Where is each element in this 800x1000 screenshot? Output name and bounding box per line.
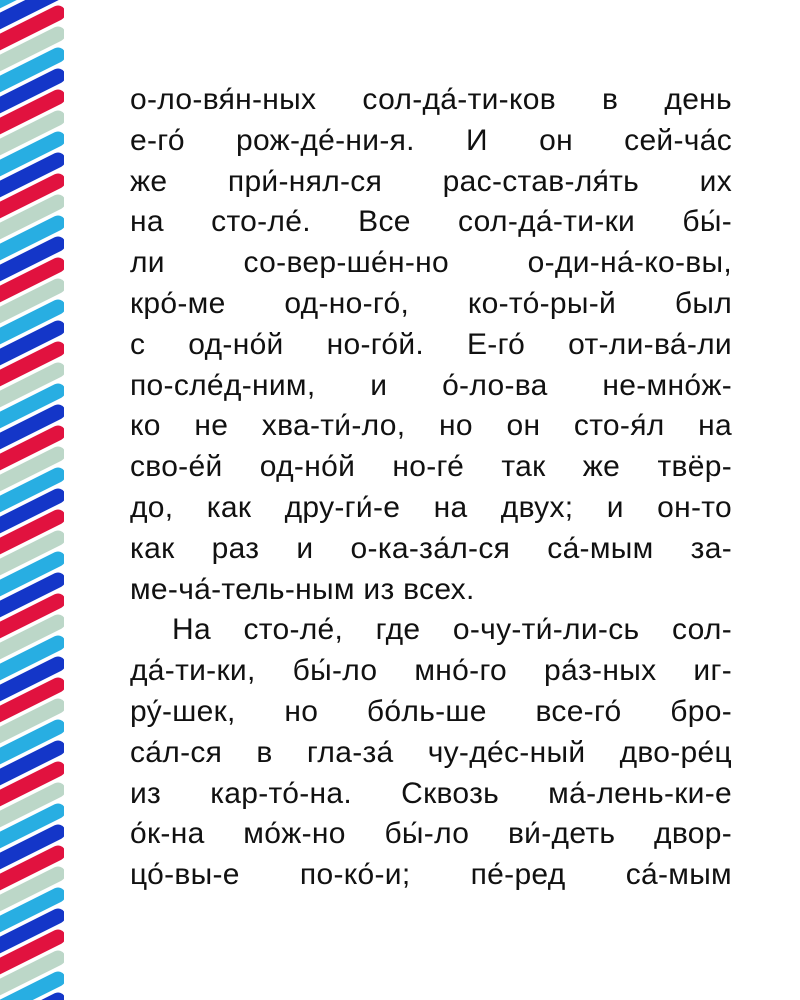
text-line: по-сле́д-ним, и о́-ло-ва не-мно́ж- bbox=[130, 368, 732, 402]
text-line: ме-ча́-тель-ным из всех. bbox=[130, 572, 475, 606]
text-line: кро́-ме од-но-го́, ко-то́-ры-й был bbox=[130, 286, 732, 320]
text-line: как раз и о-ка-за́л-ся са́-мым за- bbox=[130, 531, 732, 565]
paragraph-2 bbox=[130, 610, 732, 896]
text-line: из кар-то́-на. Сквозь ма́-лень-ки-е bbox=[130, 776, 732, 810]
text-line: до, как дру-ги́-е на двух; и он-то bbox=[130, 490, 732, 524]
decorative-stripe-border bbox=[0, 0, 64, 1000]
text-line: На сто-ле́, где о-чу-ти́-ли-сь сол- bbox=[172, 613, 732, 647]
text-line: ко не хва-ти́-ло, но он сто-я́л на bbox=[130, 409, 732, 443]
text-line: на сто-ле́. Все сол-да́-ти-ки бы́- bbox=[130, 205, 732, 239]
text-line: ли со-вер-ше́н-но о-ди-на́-ко-вы, bbox=[130, 246, 732, 280]
text-line: о́к-на мо́ж-но бы́-ло ви́-деть двор- bbox=[130, 817, 732, 851]
text-line: же при́-нял-ся рас-став-ля́ть их bbox=[130, 164, 732, 198]
text-line: цо́-вы-е по-ко́-и; пе́-ред са́-мым bbox=[130, 858, 732, 892]
text-line: са́л-ся в гла-за́ чу-де́с-ный дво-ре́ц bbox=[130, 735, 732, 769]
text-line: е-го́ рож-де́-ни-я. И он сей-ча́с bbox=[130, 123, 732, 157]
paragraph-1 bbox=[130, 80, 732, 610]
text-line: да́-ти-ки, бы́-ло мно́-го ра́з-ных иг- bbox=[130, 654, 732, 688]
text-line: о-ло-вя́н-ных сол-да́-ти-ков в день bbox=[130, 83, 732, 116]
book-page-text bbox=[130, 80, 732, 896]
text-line: ру́-шек, но бо́ль-ше все-го́ бро- bbox=[130, 694, 732, 728]
text-line: сво-е́й од-но́й но-ге́ так же твёр- bbox=[130, 450, 732, 484]
text-line: с од-но́й но-го́й. Е-го́ от-ли-ва́-ли bbox=[130, 327, 732, 361]
